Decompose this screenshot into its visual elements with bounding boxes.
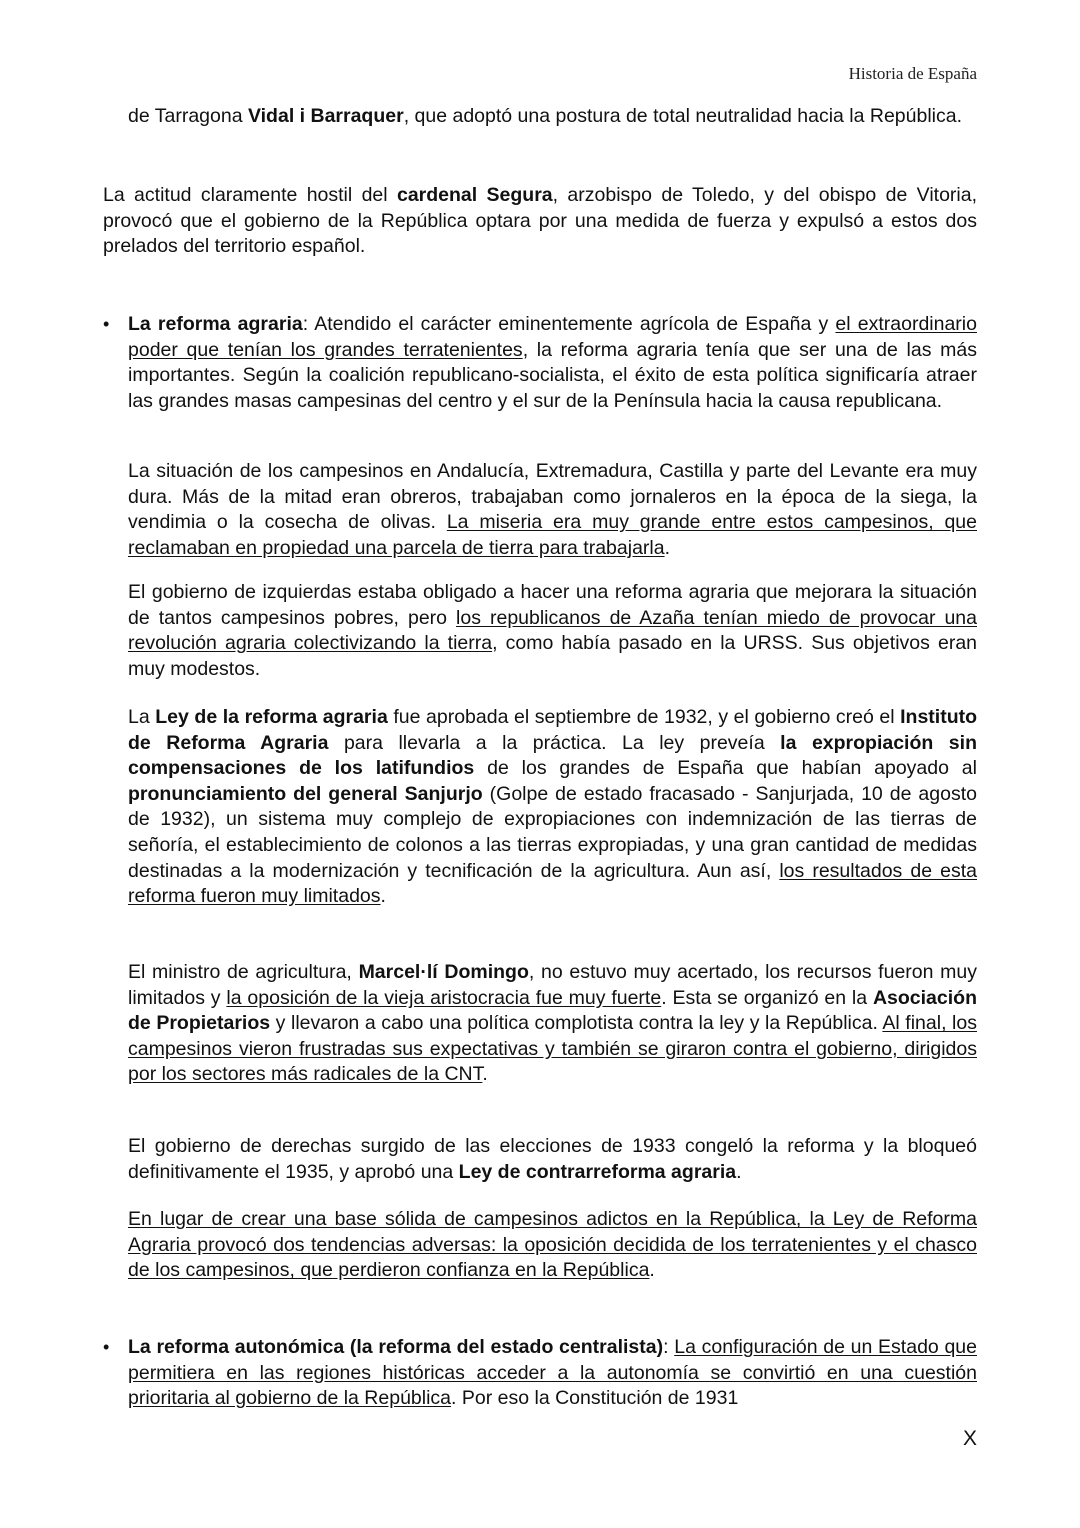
underlined-phrase: La configuración de un Estado que permitiera en las regiones históricas acceder a la autonomía se convirtió en una cuestión prioritaria al gobierno de la República bbox=[128, 1336, 977, 1410]
agraria-paragraph-4: El ministro de agricultura, Marcel·lí Domingo, no estuvo muy acertado, los recursos fueron muy limitados y la oposición de la vieja aristocracia fue muy fuerte. Esta se organizó en la Asociación de Propietarios y llevaron a cabo una política complotista contra la ley y la República. Al final, los campesinos vieron frustradas sus expectativas y también se giraron contra el gobierno, dirigidos por los sectores más radicales de la CNT. bbox=[128, 961, 978, 1086]
bold-phrase: Asociación de Propietarios bbox=[128, 986, 977, 1035]
autonomica-intro-paragraph: La reforma autonómica (la reforma del estado centralista): La configuración de un Estado que permitiera en las regiones históricas acceder a la autonomía se convirtió en una cuestión prioritaria al gobierno de la República. Por eso la Constitución de 1931 bbox=[128, 1336, 977, 1410]
underlined-phrase: Al final, los campesinos vieron frustradas sus expectativas y también se giraron contra el gobierno, dirigidos por los sectores más radicales de la CNT bbox=[128, 1012, 977, 1086]
agraria-paragraph-1: La situación de los campesinos en Andalucía, Extremadura, Castilla y parte del Levante era muy dura. Más de la mitad eran obreros, trabajaban como jornaleros en la época de la siega, la vendimia o la cosecha de olivas. La miseria era muy grande entre estos campesinos, que reclamaban en propiedad una parcela de tierra para trabajarla. bbox=[128, 460, 978, 559]
underlined-phrase: los resultados de esta reforma fueron muy limitados bbox=[128, 859, 977, 908]
bold-phrase: pronunciamiento del general Sanjurjo bbox=[128, 782, 483, 805]
bold-phrase: La reforma autonómica (la reforma del estado centralista) bbox=[128, 1336, 664, 1358]
bold-phrase: Ley de la reforma agraria bbox=[155, 706, 388, 728]
agraria-paragraph-3: La Ley de la reforma agraria fue aprobada el septiembre de 1932, y el gobierno creó el Instituto de Reforma Agraria para llevarla a la práctica. La ley preveía la expropiación sin compensaciones de los latifundios de los grandes de España que habían apoyado al pronunciamiento del general Sanjurjo (Golpe de estado fracasado - Sanjurjada, 10 de agosto de 1932), un sistema muy complejo de expropiaciones con indemnización de las tierras de señoría, el establecimiento de colonos a las tierras expropiadas, y una gran cantidad de medidas destinadas a la modernización y tecnificación de la agricultura. Aun así, los resultados de esta reforma fueron muy limitados. bbox=[128, 706, 978, 908]
underlined-phrase: los republicanos de Azaña tenían miedo de provocar una revolución agraria colectivizando la tierra bbox=[128, 606, 977, 655]
bullet-agraria-icon: • bbox=[103, 314, 110, 334]
underlined-phrase: La miseria era muy grande entre estos campesinos, que reclamaban en propiedad una parcela de tierra para trabajarla bbox=[128, 511, 978, 559]
agraria-paragraph-5: El gobierno de derechas surgido de las elecciones de 1933 congeló la reforma y la bloqueó definitivamente el 1935, y aprobó una Ley de contrarreforma agraria. bbox=[128, 1135, 977, 1183]
bold-phrase: Marcel·lí Domingo bbox=[358, 961, 529, 983]
bold-phrase: cardenal Segura bbox=[396, 184, 553, 206]
church-paragraph: La actitud claramente hostil del cardenal Segura, arzobispo de Toledo, y del obispo de Vitoria, provocó que el gobierno de la República optara por una medida de fuerza y expulsó a estos dos prelados del territorio español. bbox=[103, 184, 977, 258]
page-number: X bbox=[962, 1427, 977, 1450]
agraria-paragraph-6: En lugar de crear una base sólida de campesinos adictos en la República, la Ley de Reforma Agraria provocó dos tendencias adversas: la oposición decidida de los terratenientes y el chasco de los campesinos, que perdieron confianza en la República. bbox=[128, 1208, 977, 1282]
bold-phrase: La reforma agraria bbox=[128, 313, 303, 335]
bold-phrase: Vidal i Barraquer bbox=[247, 105, 404, 127]
bullet-autonomica-icon: • bbox=[103, 1337, 110, 1357]
continuation-paragraph: de Tarragona Vidal i Barraquer, que adoptó una postura de total neutralidad hacia la República. bbox=[128, 105, 963, 127]
agraria-intro-paragraph: La reforma agraria: Atendido el carácter eminentemente agrícola de España y el extraordinario poder que tenían los grandes terratenientes, la reforma agraria tenía que ser una de las más importantes. Según la coalición republicano-socialista, el éxito de esta política significaría atraer las grandes masas campesinas del centro y el sur de la Península hacia la causa republicana. bbox=[128, 313, 977, 412]
agraria-paragraph-2: El gobierno de izquierdas estaba obligado a hacer una reforma agraria que mejorara la situación de tantos campesinos pobres, pero los republicanos de Azaña tenían miedo de provocar una revolución agraria colectivizando la tierra, como había pasado en la URSS. Sus objetivos eran muy modestos. bbox=[128, 581, 978, 680]
bold-phrase: Ley de contrarreforma agraria bbox=[458, 1160, 737, 1183]
underlined-phrase: En lugar de crear una base sólida de campesinos adictos en la República, la Ley de Reforma Agraria provocó dos tendencias adversas: la oposición decidida de los terratenientes y el chasco de los campesinos, que perdieron confianza en la República bbox=[128, 1208, 977, 1282]
bold-phrase: la expropiación sin compensaciones de los latifundios bbox=[128, 731, 977, 780]
page-header: Historia de España bbox=[848, 64, 977, 83]
bold-phrase: Instituto de Reforma Agraria bbox=[128, 706, 978, 754]
underlined-phrase: el extraordinario poder que tenían los grandes terratenientes bbox=[128, 313, 977, 361]
underlined-phrase: la oposición de la vieja aristocracia fue muy fuerte bbox=[226, 986, 662, 1009]
